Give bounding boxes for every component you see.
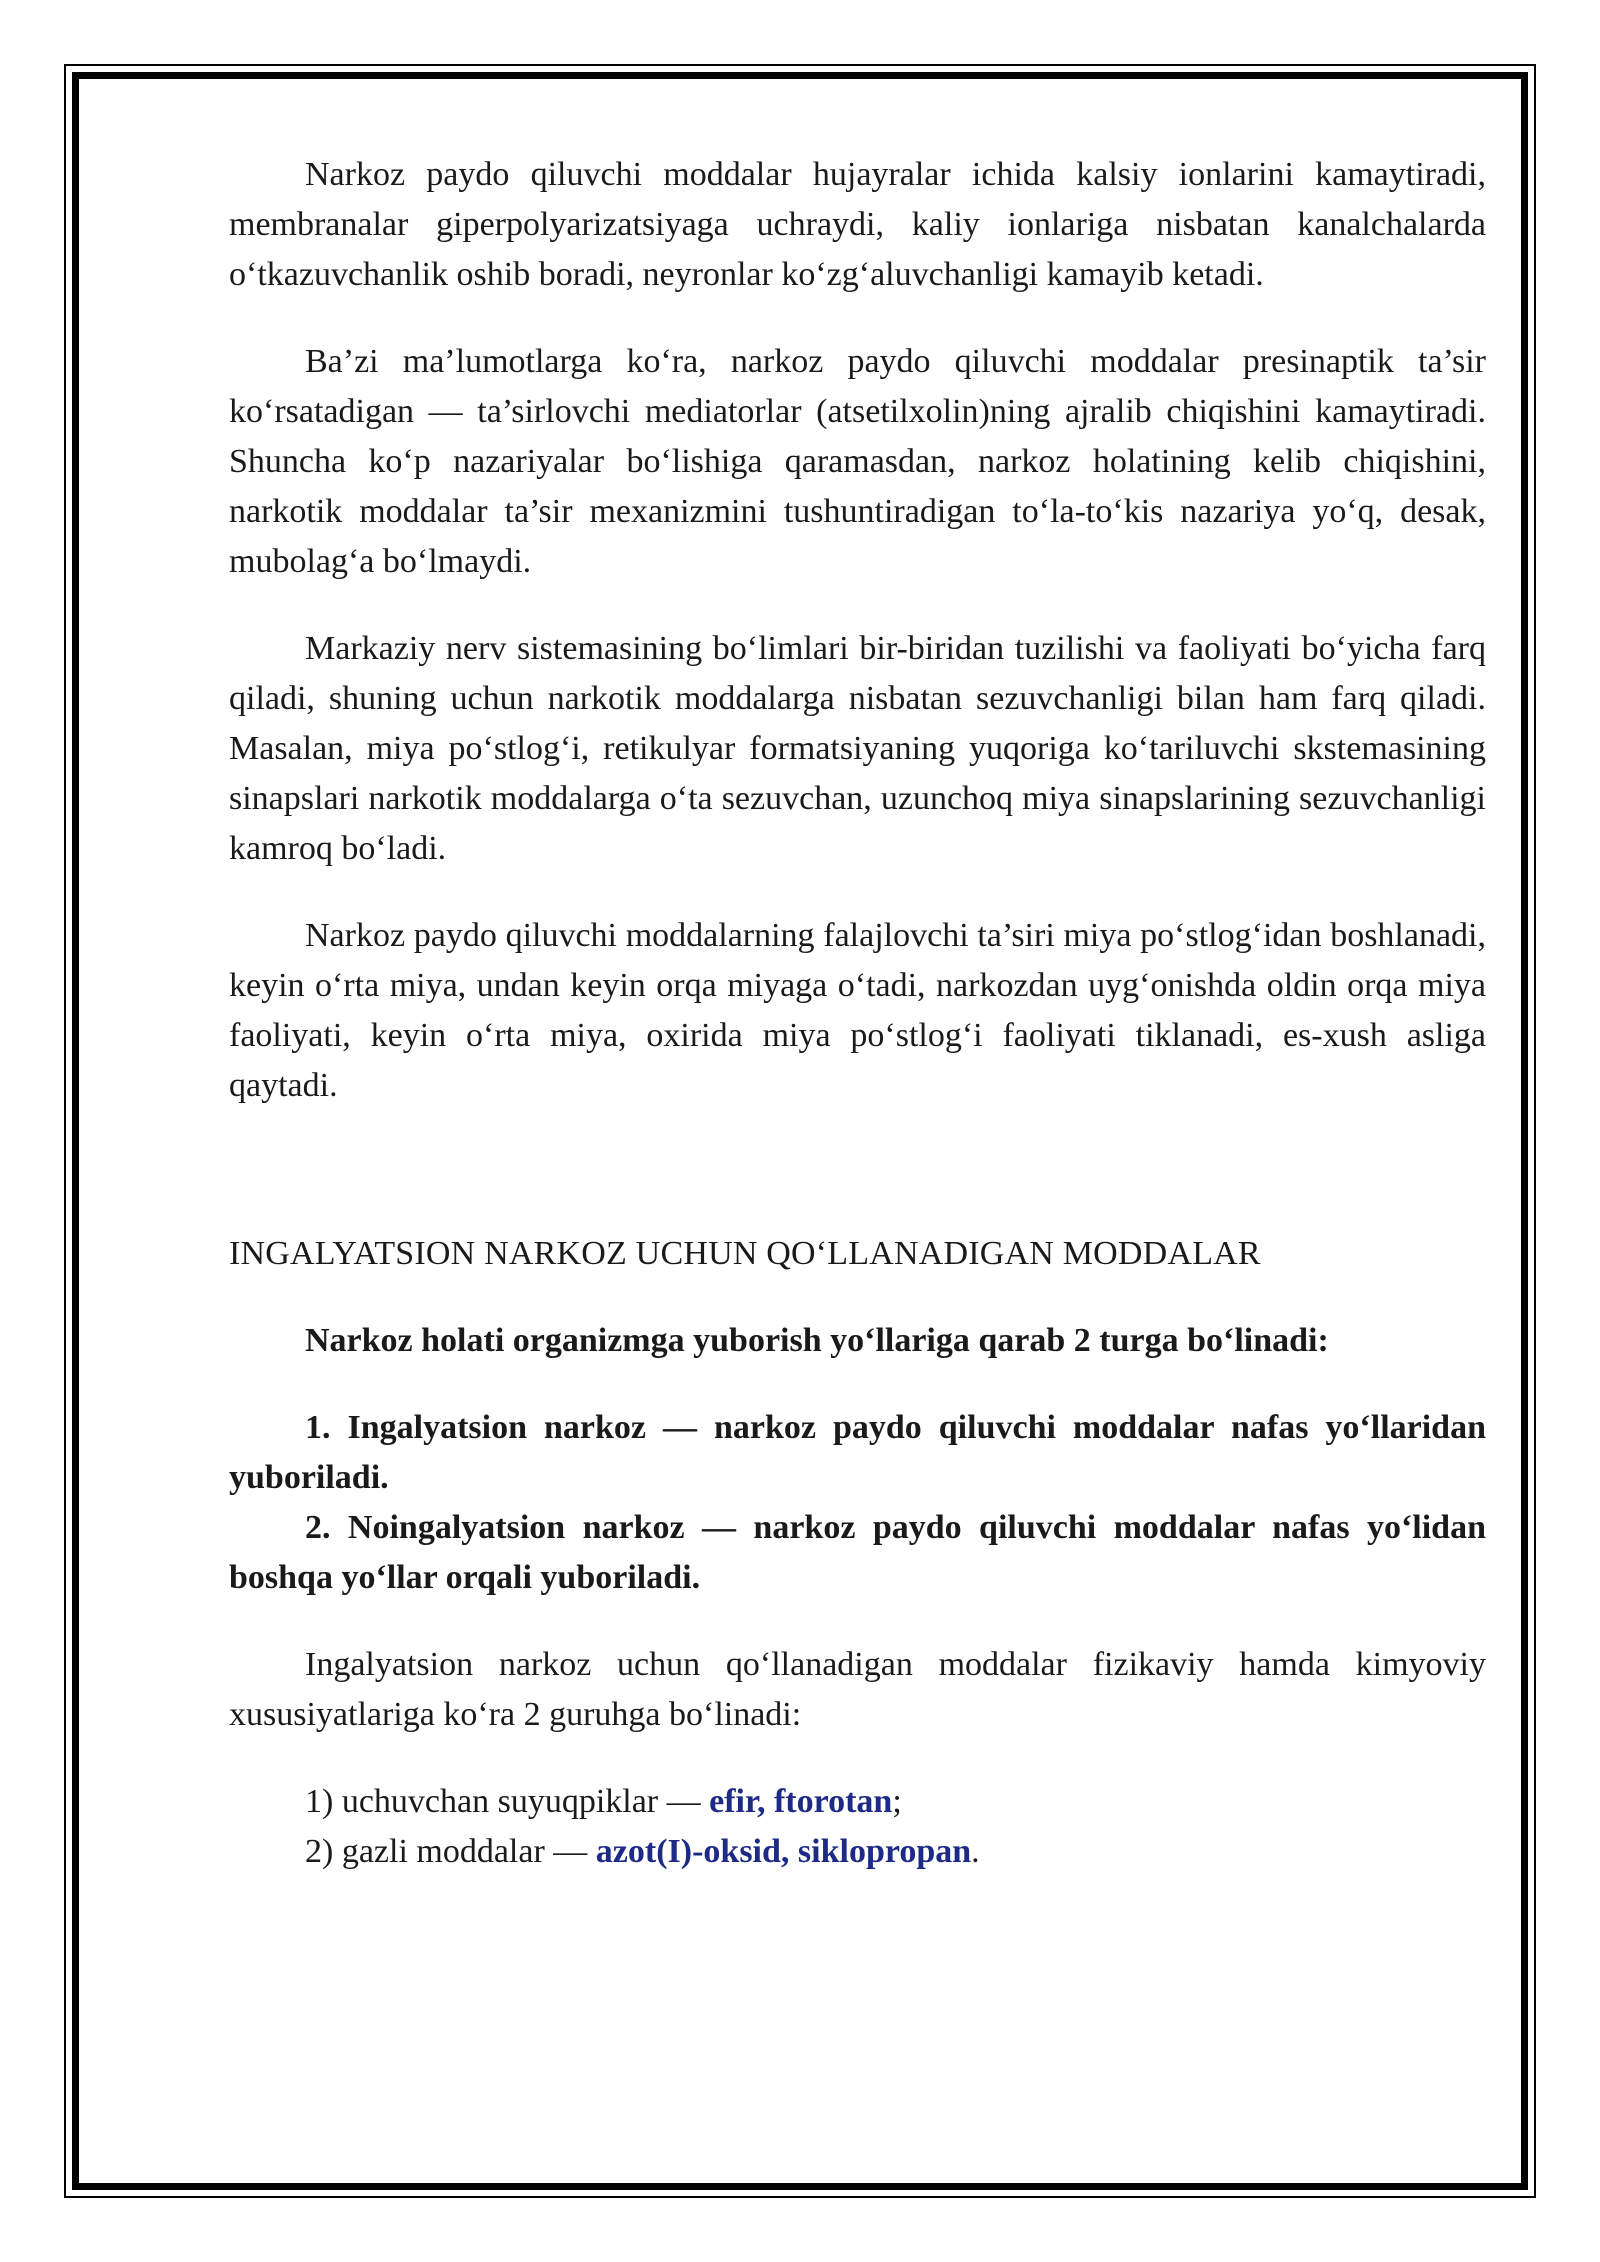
bold-intro: Narkoz holati organizmga yuborish yo‘llariga qarab 2 turga bo‘linadi: [305, 1322, 1329, 1359]
page-content [229, 150, 1486, 1877]
bold-item-2: 2. Noingalyatsion narkoz — narkoz paydo qiluvchi moddalar nafas yo‘lidan boshqa yo‘llar orqali yuboriladi. [229, 1509, 1486, 1596]
list-item-1-highlight: efir, ftorotan [709, 1783, 893, 1820]
paragraph-2: Ba’zi ma’lumotlarga ko‘ra, narkoz paydo qiluvchi moddalar presinaptik ta’sir ko‘rsatadigan — ta’sirlovchi mediatorlar (atsetilxolin)ning ajralib chiqishini kamaytiradi. Shuncha ko‘p nazariyalar bo‘lishiga qaramasdan, narkoz holatining kelib chiqishini, narkotik moddalar ta’sir mexanizmini tushuntiradigan to‘la-to‘kis nazariya yo‘q, desak, mubolag‘a bo‘lmaydi. [229, 343, 1486, 580]
list-item-2-prefix: 2) gazli moddalar — [305, 1833, 596, 1870]
list-item-1-suffix: ; [892, 1783, 902, 1820]
paragraph-4: Narkoz paydo qiluvchi moddalarning falajlovchi ta’siri miya po‘stlog‘idan boshlanadi, keyin o‘rta miya, undan keyin orqa miyaga o‘tadi, narkozdan uyg‘onishda oldin orqa miya faoliyati, keyin o‘rta miya, oxirida miya po‘stlog‘i faoliyati tiklanadi, es-xush asliga qaytadi. [229, 917, 1486, 1104]
list-item-1-prefix: 1) uchuvchan suyuqpiklar — [305, 1783, 710, 1820]
list-item-2-highlight: azot(I)-oksid, siklopropan [595, 1833, 972, 1870]
paragraph-1: Narkoz paydo qiluvchi moddalar hujayralar ichida kalsiy ionlarini kamaytiradi, membranalar giperpolyarizatsiyaga uchraydi, kaliy ionlariga nisbatan kanalchalarda o‘tkazuvchanlik oshib boradi, neyronlar ko‘zg‘aluvchanligi kamayib ketadi. [229, 156, 1486, 293]
section-heading: INGALYATSION NARKOZ UCHUN QO‘LLANADIGAN MODDALAR [229, 1235, 1261, 1272]
bold-item-1: 1. Ingalyatsion narkoz — narkoz paydo qiluvchi moddalar nafas yo‘llaridan yuboriladi. [229, 1409, 1486, 1496]
list-item-2 [229, 1827, 1486, 1877]
list-item-1 [229, 1777, 1486, 1827]
paragraph-3: Markaziy nerv sistemasining bo‘limlari bir-biridan tuzilishi va faoliyati bo‘yicha farq qiladi, shuning uchun narkotik moddalarga nisbatan sezuvchanligi bilan ham farq qiladi. Masalan, miya po‘stlog‘i, retikulyar formatsiyaning yuqoriga ko‘tariluvchi skstemasining sinapslari narkotik moddalarga o‘ta sezuvchan, uzunchoq miya sinapslarining sezuvchanligi kamroq bo‘ladi. [229, 630, 1486, 867]
list-item-2-suffix: . [971, 1833, 980, 1870]
paragraph-5: Ingalyatsion narkoz uchun qo‘llanadigan moddalar fizikaviy hamda kimyoviy xususiyatlariga ko‘ra 2 guruhga bo‘linadi: [229, 1646, 1486, 1733]
